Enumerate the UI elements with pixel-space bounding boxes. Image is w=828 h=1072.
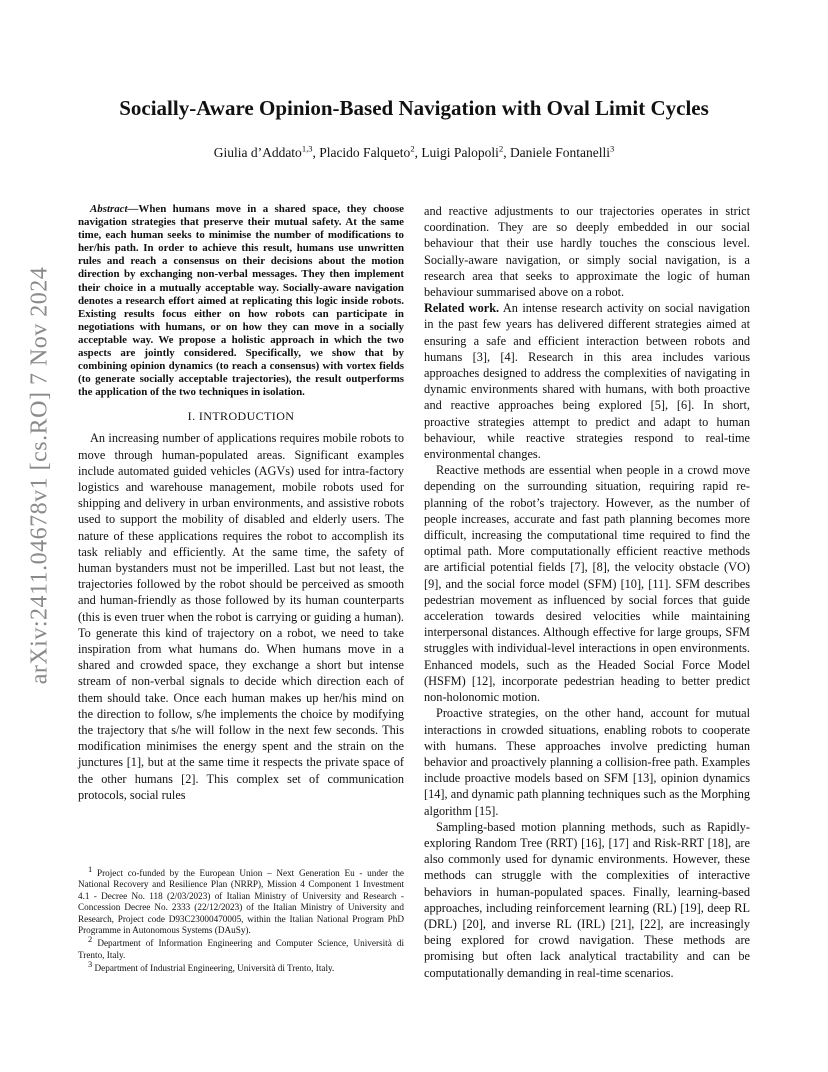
abstract bbox=[78, 203, 404, 399]
author-affiliation-mark: 1,3 bbox=[301, 143, 313, 154]
reactive-methods-paragraph: Reactive methods are essential when people in a crowd move depending on the surrounding situation, requiring rapid re-planning of the robot’s trajectory. However, as the number of people increases, accurate and fast path planning becomes more difficult, increasing the computational time required to find the optimal path. More computationally efficient reactive methods are artificial potential fields [7], [8], the velocity obstacle (VO) [9], and the social force model (SFM) [10], [11]. SFM describes pedestrian movement as influenced by social forces that guide acceleration towards desired velocities while maintaining interpersonal distances. Although effective for large groups, SFM struggles with individual-level interactions in open environments. Enhanced models, such as the Headed Social Force Model (HSFM) [12], incorporate pedestrian heading to better predict non-holonomic motion. bbox=[424, 463, 750, 705]
footnote-mark: 1 bbox=[88, 863, 93, 874]
footnote-text: Department of Industrial Engineering, Università di Trento, Italy. bbox=[94, 963, 335, 974]
footnote-mark: 3 bbox=[88, 959, 93, 970]
footnote-mark: 2 bbox=[88, 934, 93, 945]
footnote-text: Project co-funded by the European Union – Next Generation Eu - under the National Recovery and Resilience Plan (NRRP), Mission 4 Component 1 Investment 4.1 - Decree No. 118 (2/03/2023) of Italian Ministry of University and Research - Concession Decree No. 2333 (22/12/2023) of the Italian Ministry of University and Research, Project code D93C23000470005, within the Italian National Program PhD Programme in Autonomous Systems (DAuSy). bbox=[78, 868, 405, 936]
author-entry bbox=[510, 145, 614, 160]
author-list bbox=[60, 145, 768, 161]
arxiv-identifier-text: arXiv:2411.04678v1 [cs.RO] 7 Nov 2024 bbox=[26, 266, 53, 684]
sampling-methods-paragraph: Sampling-based motion planning methods, such as Rapidly-exploring Random Tree (RRT) [16], [17] and Risk-RRT [18], are also commonly used for dynamic environments. However, these methods can struggle with the complexities of interactive behaviors in human-populated spaces. Finally, learning-based approaches, including reinforcement learning (RL) [19], deep RL (DRL) [20], and inverse RL (IRL) [21], [22], are increasingly being explored for crowd navigation. These methods are promising but often lack analytical tractability and can be computationally demanding in real-time scenarios. bbox=[424, 819, 750, 980]
intro-paragraph: An increasing number of applications requires mobile robots to move through human-populated areas. Significant examples include automated guided vehicles (AGVs) used for intra-factory logistics and warehouse management, mobile robots used for shipping and delivery in urban environments, and assistive robots used to support the mobility of disabled and elderly users. The nature of these applications requires the robot to accomplish its task reliably and efficiently. At the same time, the safety of human bystanders must not be imperilled. Last but not least, the trajectories followed by the robot should be perceived as smooth and human-friendly as those followed by its human counterparts (this is even truer when the robot is carrying or guiding a human). To generate this kind of trajectory on a robot, we need to take inspiration from what humans do. When humans move in a shared and crowded space, they exchange a short but intense stream of non-verbal signals to decide which direction each of them should take. Once each human makes up her/his mind on the direction to follow, s/he implements the choice by modifying the trajectory that s/he will follow in the next few seconds. This modification minimises the energy spent and the strain on the junctures [1], but at the same time it respects the private space of the other humans [2]. This complex set of communication protocols, social rules bbox=[78, 431, 404, 802]
abstract-text: When humans move in a shared space, they choose navigation strategies that preserve their mutual safety. At the same time, each human seeks to minimise the number of modifications to her/his path. In order to achieve this result, humans use unwritten rules and reach a consensus on their decisions about the motion direction by exchanging non-verbal messages. They then implement their choice in a mutually acceptable way. Socially-aware navigation denotes a research effort aimed at replicating this logic inside robots. Existing results focus either on how robots can participate in negotiations with humans, or on how they can move in a socially acceptable way. We propose a holistic approach in which the two aspects are jointly considered. Specifically, we show that by combining opinion dynamics (to reach a consensus) with vortex fields (to generate socially acceptable trajectories), the result outperforms the application of the two techniques in isolation. bbox=[78, 203, 404, 399]
related-work-paragraph bbox=[424, 300, 750, 462]
footnote bbox=[78, 959, 404, 974]
author-name: Daniele Fontanelli bbox=[509, 145, 611, 160]
related-work-text: An intense research activity on social navigation in the past few years has delivered different strategies aimed at ensuring a safe and efficient interaction between robots and humans [3], [4]. Research in this area includes various approaches designed to address the complexities of navigating in dynamic environments shared with humans, with both proactive and reactive approaches being explored [5], [6]. In short, proactive strategies attempt to predict and adapt to human behaviour, while reactive strategies respond to real-time environmental changes. bbox=[424, 301, 750, 462]
footnotes bbox=[78, 863, 405, 977]
paper-title: Socially-Aware Opinion-Based Navigation with Oval Limit Cycles bbox=[119, 96, 709, 120]
author-name: Luigi Palopoli bbox=[421, 145, 499, 160]
author-entry bbox=[319, 145, 421, 160]
author-separator: , bbox=[312, 145, 320, 160]
author-entry bbox=[421, 145, 510, 160]
footnote-text: Department of Information Engineering and Computer Science, Università di Trento, Italy. bbox=[78, 938, 404, 960]
proactive-strategies-paragraph: Proactive strategies, on the other hand, account for mutual interactions in crowded situations, enabling robots to cooperate with humans. These approaches involve predicting human behavior and proactively planning a collision-free path. Examples include proactive models based on SFM [13], opinion dynamics [14], and dynamic path planning techniques such as the Morphing algorithm [15]. bbox=[424, 706, 750, 818]
author-separator: , bbox=[414, 145, 422, 160]
continuation-paragraph: and reactive adjustments to our trajectories operates in strict coordination. They are so deeply embedded in our social behaviour that their use hardly touches the conscious level. Socially-aware navigation, or simply social navigation, is a research area that seeks to approximate the logic of human behaviour summarised above on a robot. bbox=[424, 204, 750, 300]
author-affiliation-mark: 2 bbox=[410, 143, 415, 154]
author-name: Placido Falqueto bbox=[319, 145, 411, 160]
related-work-heading: Related work. bbox=[424, 301, 500, 316]
arxiv-side-identifier bbox=[20, 266, 60, 684]
abstract-lead: Abstract— bbox=[90, 203, 139, 215]
author-separator: , bbox=[503, 145, 510, 160]
right-column bbox=[424, 203, 750, 981]
footnote bbox=[78, 934, 404, 961]
left-column bbox=[78, 203, 404, 803]
author-affiliation-mark: 3 bbox=[610, 143, 615, 154]
author-entry bbox=[214, 145, 319, 160]
author-name: Giulia d’Addato bbox=[213, 145, 302, 160]
footnote bbox=[78, 863, 405, 936]
author-affiliation-mark: 2 bbox=[498, 143, 504, 154]
section-heading-introduction: I. INTRODUCTION bbox=[187, 409, 295, 424]
